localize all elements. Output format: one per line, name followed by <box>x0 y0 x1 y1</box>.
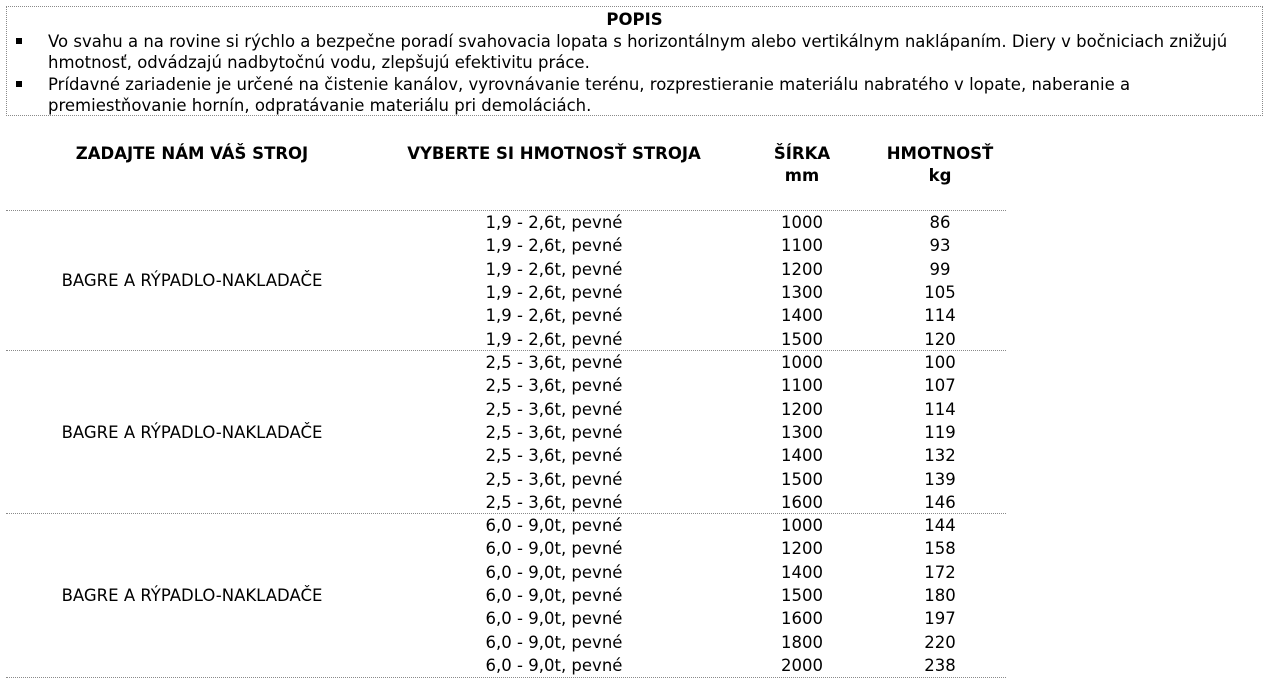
machine-type-cell: BAGRE A RÝPADLO-NAKLADAČE <box>61 422 323 442</box>
width-cell: 1100 <box>781 236 823 256</box>
header-machine: ZADAJTE NÁM VÁŠ STROJ <box>75 144 309 163</box>
bullet-icon <box>16 81 22 87</box>
machine-weight-cell: 2,5 - 3,6t, pevné <box>485 446 623 466</box>
table-bottom-divider <box>6 677 1006 678</box>
machine-weight-cell: 6,0 - 9,0t, pevné <box>485 516 623 535</box>
mass-cell: 105 <box>924 282 956 302</box>
mass-cell: 100 <box>924 353 956 372</box>
description-text: Prídavné zariadenie je určené na čistenie kanálov, vyrovnávanie terénu, rozprestieranie materiálu nabratého v lopate, naberanie a premiestňovanie hornín, odpratávanie materiálu pri demoláciách. <box>48 75 1131 115</box>
width-cell: 1200 <box>781 539 823 559</box>
header-mass-unit: kg <box>928 166 952 185</box>
machine-weight-cell: 2,5 - 3,6t, pevné <box>485 422 623 442</box>
header-machine-weight: VYBERTE SI HMOTNOSŤ STROJA <box>407 144 701 163</box>
machine-type-cell: BAGRE A RÝPADLO-NAKLADAČE <box>61 270 323 290</box>
mass-cell: 220 <box>924 632 956 652</box>
width-cell: 1000 <box>781 213 823 232</box>
width-cell: 1500 <box>781 585 823 605</box>
width-cell: 1500 <box>781 329 823 349</box>
width-cell: 1300 <box>781 282 823 302</box>
mass-cell: 86 <box>929 213 951 232</box>
width-cell: 1400 <box>781 562 823 582</box>
description-item <box>7 31 1237 73</box>
machine-weight-cell: 2,5 - 3,6t, pevné <box>485 469 623 489</box>
width-cell: 2000 <box>781 655 823 675</box>
machine-weight-cell: 6,0 - 9,0t, pevné <box>485 655 623 675</box>
width-cell: 1300 <box>781 422 823 442</box>
width-cell: 1200 <box>781 399 823 419</box>
machine-weight-cell: 2,5 - 3,6t, pevné <box>485 492 623 512</box>
mass-cell: 93 <box>929 236 951 256</box>
machine-weight-cell: 1,9 - 2,6t, pevné <box>485 259 623 279</box>
width-cell: 1000 <box>781 516 823 535</box>
header-width <box>752 143 852 187</box>
mass-cell: 114 <box>924 399 956 419</box>
mass-cell: 114 <box>924 306 956 326</box>
width-cell: 1100 <box>781 376 823 396</box>
mass-cell: 119 <box>924 422 956 442</box>
mass-cell: 132 <box>924 446 956 466</box>
width-cell: 1600 <box>781 492 823 512</box>
machine-weight-cell: 6,0 - 9,0t, pevné <box>485 585 623 605</box>
description-list <box>7 31 1237 117</box>
mass-cell: 238 <box>924 655 956 675</box>
width-cell: 1000 <box>781 353 823 372</box>
machine-weight-cell: 1,9 - 2,6t, pevné <box>485 236 623 256</box>
header-mass-label: HMOTNOSŤ <box>886 144 994 163</box>
machine-weight-cell: 6,0 - 9,0t, pevné <box>485 632 623 652</box>
machine-weight-cell: 1,9 - 2,6t, pevné <box>485 213 623 232</box>
width-cell: 1800 <box>781 632 823 652</box>
description-box <box>6 6 1263 116</box>
mass-cell: 144 <box>924 516 956 535</box>
width-cell: 1400 <box>781 306 823 326</box>
machine-weight-cell: 2,5 - 3,6t, pevné <box>485 376 623 396</box>
mass-cell: 197 <box>924 609 956 629</box>
mass-cell: 146 <box>924 492 956 512</box>
machine-weight-cell: 2,5 - 3,6t, pevné <box>485 399 623 419</box>
width-cell: 1400 <box>781 446 823 466</box>
machine-weight-cell: 1,9 - 2,6t, pevné <box>485 329 623 349</box>
header-mass <box>880 143 1000 187</box>
machine-weight-cell: 6,0 - 9,0t, pevné <box>485 539 623 559</box>
machine-weight-cell: 2,5 - 3,6t, pevné <box>485 353 623 372</box>
bullet-icon <box>16 38 22 44</box>
description-item <box>7 74 1237 116</box>
machine-weight-cell: 6,0 - 9,0t, pevné <box>485 562 623 582</box>
machine-type-cell: BAGRE A RÝPADLO-NAKLADAČE <box>61 585 323 605</box>
width-cell: 1600 <box>781 609 823 629</box>
mass-cell: 107 <box>924 376 956 396</box>
mass-cell: 139 <box>924 469 956 489</box>
machine-weight-cell: 1,9 - 2,6t, pevné <box>485 282 623 302</box>
machine-weight-cell: 1,9 - 2,6t, pevné <box>485 306 623 326</box>
machine-weight-cell: 6,0 - 9,0t, pevné <box>485 609 623 629</box>
width-cell: 1200 <box>781 259 823 279</box>
header-width-label: ŠÍRKA <box>773 144 831 163</box>
mass-cell: 180 <box>924 585 956 605</box>
description-text: Vo svahu a na rovine si rýchlo a bezpečne poradí svahovacia lopata s horizontálnym alebo vertikálnym naklápaním. Diery v bočniciach znižujú hmotnosť, odvádzajú nadbytočnú vodu, zlepšujú efektivitu práce. <box>48 32 1228 72</box>
width-cell: 1500 <box>781 469 823 489</box>
mass-cell: 120 <box>924 329 956 349</box>
header-width-unit: mm <box>784 166 820 185</box>
mass-cell: 99 <box>929 259 951 279</box>
description-title: POPIS <box>606 10 663 29</box>
mass-cell: 158 <box>924 539 956 559</box>
mass-cell: 172 <box>924 562 956 582</box>
